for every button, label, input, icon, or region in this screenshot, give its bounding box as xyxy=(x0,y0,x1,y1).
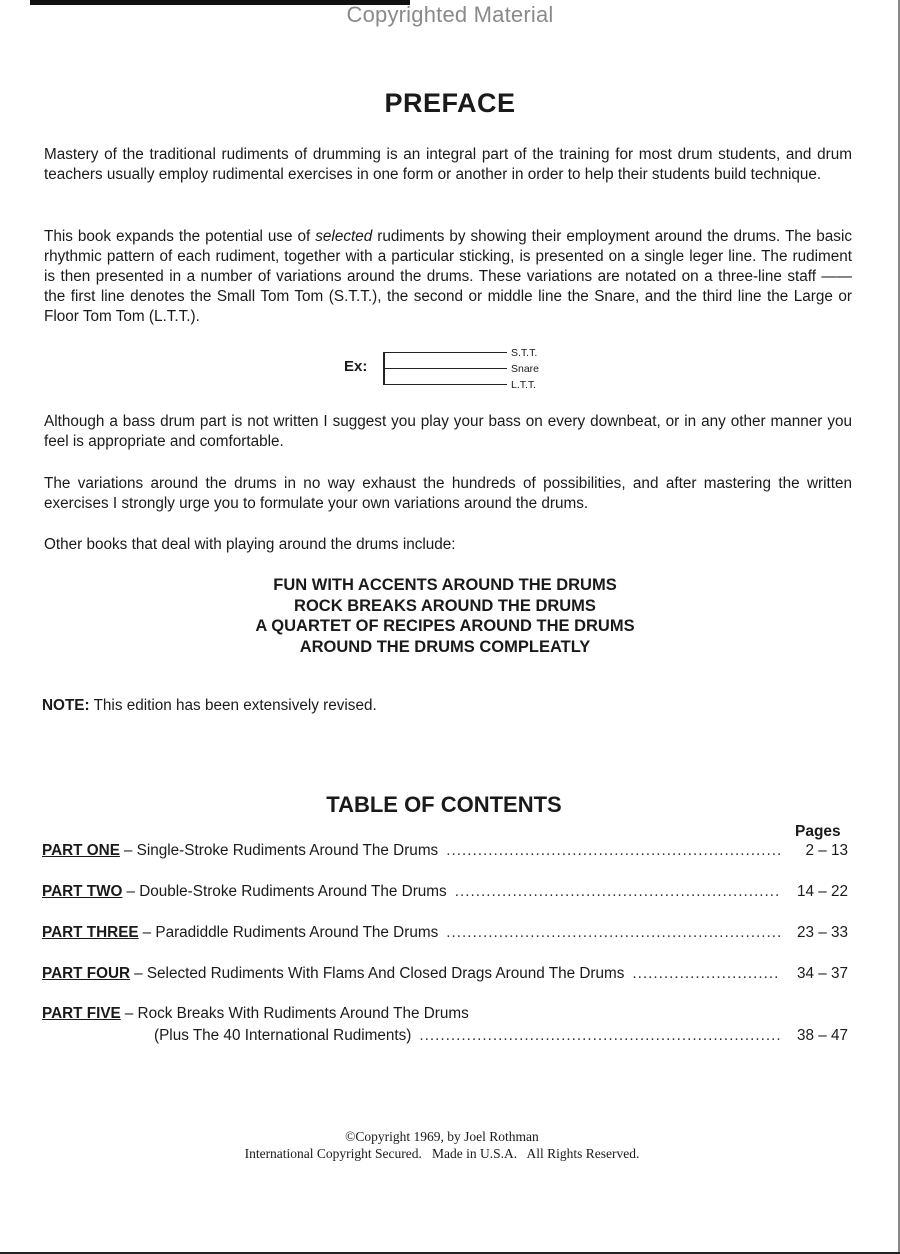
staff-example xyxy=(340,346,580,394)
toc-entry xyxy=(42,965,848,987)
toc-pages: 23 – 33 xyxy=(796,924,848,941)
toc-entry xyxy=(42,842,848,864)
staff-example-label: Ex: xyxy=(344,358,368,375)
edition-note xyxy=(42,697,377,715)
toc-dot-leader xyxy=(419,1027,780,1045)
staff-label-stt: S.T.T. xyxy=(511,347,538,359)
note-label: NOTE: xyxy=(42,697,90,714)
preface-paragraph-5: Other books that deal with playing around the drums include: xyxy=(44,536,456,553)
toc-dot-leader xyxy=(455,883,780,901)
toc-dot-leader xyxy=(632,965,780,983)
preface-paragraph-1: Mastery of the traditional rudiments of drumming is an integral part of the training for most drum students, and drum teachers usually employ rudimental exercises in one form or another in order to help their students build technique. xyxy=(44,146,852,183)
book-title: FUN WITH ACCENTS AROUND THE DRUMS xyxy=(273,576,617,594)
toc-entry xyxy=(42,924,848,946)
staff-label-ltt: L.T.T. xyxy=(511,379,537,391)
preface-paragraph-4: The variations around the drums in no way exhaust the hundreds of possibilities, and after mastering the written exercises I strongly urge you to formulate your own variations around the drums. xyxy=(44,475,852,512)
toc-pages: 2 – 13 xyxy=(805,842,848,859)
toc-part-label: PART FIVE xyxy=(42,1005,121,1022)
staff-line-ltt xyxy=(383,384,507,385)
p2-emphasis: selected xyxy=(315,228,373,245)
page-title: PREFACE xyxy=(384,88,516,118)
p2-text-after: rudiments by showing their employment around the drums. The basic rhythmic pattern of each rudiment, together with a particular sticking, is presented on a single leger line. The rudiment is then presented in a number of variations around the drums. These variations are notated on a three-line staff —— the first line denotes the Small Tom Tom (S.T.T.), the second or middle line the Snare, and the third line the Large or Floor Tom Tom (L.T.T.). xyxy=(44,228,853,325)
copyright-line: ©Copyright 1969, by Joel Rothman xyxy=(345,1129,539,1144)
toc-description: – Paradiddle Rudiments Around The Drums xyxy=(142,924,439,941)
toc-description: – Double-Stroke Rudiments Around The Drums xyxy=(126,883,447,900)
toc-pages: 34 – 37 xyxy=(796,965,848,982)
toc-entry-continuation xyxy=(154,1027,848,1049)
staff-line-snare xyxy=(383,368,507,369)
toc-part-label: PART THREE xyxy=(42,924,139,941)
book-title: AROUND THE DRUMS COMPLEATLY xyxy=(299,637,591,656)
related-books-list xyxy=(0,575,890,657)
toc-part-label: PART ONE xyxy=(42,842,120,859)
copyright-line: International Copyright Secured. Made in U.S.A. All Rights Reserved. xyxy=(244,1146,640,1161)
toc-dot-leader xyxy=(446,842,780,860)
toc-description: – Single-Stroke Rudiments Around The Drums xyxy=(123,842,439,859)
copyright-notice xyxy=(0,1128,884,1162)
preface-paragraph-2 xyxy=(44,227,852,327)
toc-dot-leader xyxy=(446,924,780,942)
toc-pages: 38 – 47 xyxy=(796,1027,848,1044)
p2-text-before: This book expands the potential use of xyxy=(44,228,316,245)
toc-description: (Plus The 40 International Rudiments) xyxy=(154,1027,412,1044)
toc-description: – Rock Breaks With Rudiments Around The Drums xyxy=(124,1005,469,1022)
toc-pages-header: Pages xyxy=(795,823,841,840)
toc-part-label: PART FOUR xyxy=(42,965,131,982)
watermark: Copyrighted Material xyxy=(346,2,554,27)
preface-paragraph-3: Although a bass drum part is not written I suggest you play your bass on every downbeat, or in any other manner you feel is appropriate and comfortable. xyxy=(44,413,852,450)
toc-entry xyxy=(42,1005,848,1027)
staff-line-stt xyxy=(383,352,507,353)
book-title: ROCK BREAKS AROUND THE DRUMS xyxy=(294,596,596,615)
staff-label-snare: Snare xyxy=(511,363,540,375)
book-title: A QUARTET OF RECIPES AROUND THE DRUMS xyxy=(255,617,635,635)
toc-entry xyxy=(42,883,848,905)
toc-title: TABLE OF CONTENTS xyxy=(326,792,562,817)
toc-pages: 14 – 22 xyxy=(796,883,848,900)
note-text: This edition has been extensively revised. xyxy=(89,697,377,714)
toc-description: – Selected Rudiments With Flams And Closed Drags Around The Drums xyxy=(134,965,625,982)
toc-part-label: PART TWO xyxy=(42,883,123,900)
